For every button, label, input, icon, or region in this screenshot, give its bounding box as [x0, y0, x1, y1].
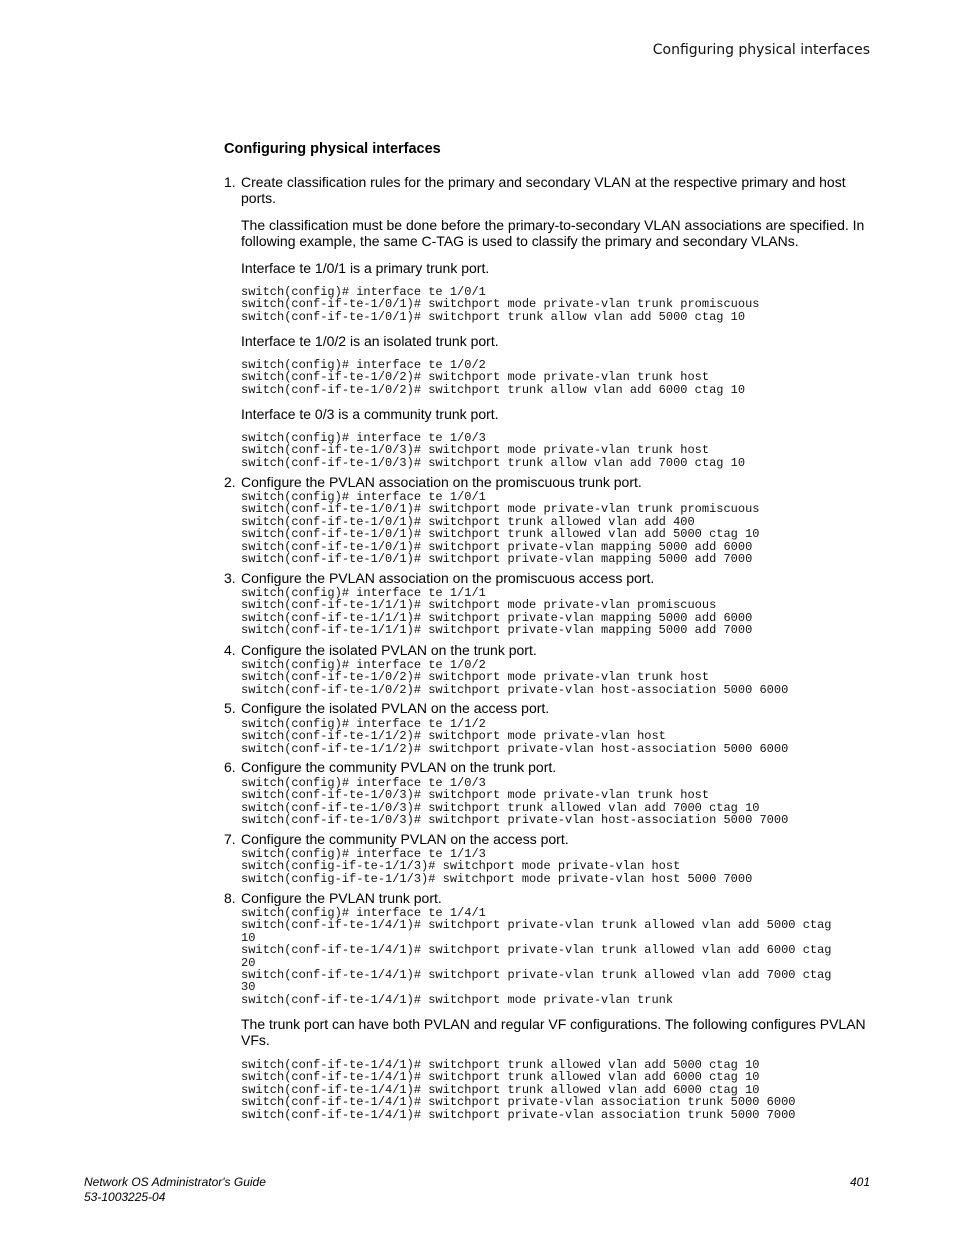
code-line: switch(conf-if-te-1/0/1)# switchport trunk allow vlan add 5000 ctag 10	[241, 309, 746, 324]
code-line: 20	[241, 955, 256, 970]
code-line: switch(conf-if-te-1/4/1)# switchport private-vlan trunk allowed vlan add 5000 ctag	[241, 918, 832, 933]
code-line: switch(conf-if-te-1/0/2)# switchport trunk allow vlan add 6000 ctag 10	[241, 382, 746, 397]
code-line: switch(config-if-te-1/1/3)# switchport mode private-vlan host	[241, 859, 681, 874]
code-line: switch(conf-if-te-1/0/3)# switchport trunk allowed vlan add 7000 ctag 10	[241, 800, 760, 815]
footer-doc-number: 53-1003225-04	[84, 1190, 166, 1204]
code-line: switch(conf-if-te-1/0/1)# switchport private-vlan mapping 5000 add 6000	[241, 539, 753, 554]
step-4-number: 4.	[224, 642, 236, 658]
code-line: switch(config)# interface te 1/0/2	[241, 658, 486, 672]
code-line: switch(config)# interface te 1/1/2	[241, 717, 486, 731]
running-header: Configuring physical interfaces	[652, 42, 870, 58]
section-heading: Configuring physical interfaces	[224, 141, 441, 157]
code-line: switch(conf-if-te-1/0/3)# switchport mode private-vlan trunk host	[241, 443, 710, 458]
code-line: switch(conf-if-te-1/0/1)# switchport mode private-vlan trunk promiscuous	[241, 297, 760, 312]
step-3-number: 3.	[224, 570, 236, 586]
step-6-number: 6.	[224, 759, 236, 775]
step-2-text: Configure the PVLAN association on the promiscuous trunk port.	[241, 474, 642, 490]
code-block-step-2	[241, 491, 759, 565]
code-line: switch(config)# interface te 1/0/1	[241, 490, 486, 504]
code-line: switch(conf-if-te-1/1/2)# switchport private-vlan host-association 5000 6000	[241, 741, 789, 756]
code-line: switch(conf-if-te-1/4/1)# switchport trunk allowed vlan add 6000 ctag 10	[241, 1082, 760, 1097]
step-2-number: 2.	[224, 474, 236, 490]
code-line: switch(conf-if-te-1/0/2)# switchport private-vlan host-association 5000 6000	[241, 682, 789, 697]
code-block-primary	[241, 286, 759, 323]
code-line: switch(conf-if-te-1/4/1)# switchport mode private-vlan trunk	[241, 992, 674, 1007]
isolated-port-label: Interface te 1/0/2 is an isolated trunk port.	[241, 333, 499, 349]
step-4-text: Configure the isolated PVLAN on the trunk port.	[241, 642, 537, 658]
code-line: switch(conf-if-te-1/4/1)# switchport private-vlan association trunk 5000 6000	[241, 1095, 796, 1110]
footer-page-number: 401	[849, 1175, 870, 1189]
code-line: switch(config)# interface te 1/0/2	[241, 358, 486, 372]
code-line: 30	[241, 980, 256, 995]
code-line: switch(conf-if-te-1/0/1)# switchport mode private-vlan trunk promiscuous	[241, 502, 760, 517]
code-line: switch(config)# interface te 1/1/3	[241, 847, 486, 861]
code-line: switch(conf-if-te-1/0/1)# switchport private-vlan mapping 5000 add 7000	[241, 551, 753, 566]
step-1-line-2: ports.	[241, 190, 277, 206]
code-block-step-4	[241, 659, 788, 696]
code-line: switch(conf-if-te-1/1/1)# switchport private-vlan mapping 5000 add 7000	[241, 623, 753, 638]
trunk-note-line-1: The trunk port can have both PVLAN and regular VF configurations. The following configures PVLAN	[241, 1016, 866, 1032]
classification-note	[241, 217, 873, 249]
code-line: switch(conf-if-te-1/0/3)# switchport mode private-vlan trunk host	[241, 788, 710, 803]
step-8-number: 8.	[224, 890, 236, 906]
footer-guide-title: Network OS Administrator's Guide	[84, 1175, 266, 1189]
step-1-line-1: Create classification rules for the primary and secondary VLAN at the respective primary and host	[241, 174, 846, 190]
code-line: switch(conf-if-te-1/0/2)# switchport mode private-vlan trunk host	[241, 370, 710, 385]
community-port-label: Interface te 0/3 is a community trunk port.	[241, 406, 499, 422]
code-line: switch(config)# interface te 1/0/3	[241, 776, 486, 790]
code-line: switch(conf-if-te-1/0/1)# switchport trunk allowed vlan add 5000 ctag 10	[241, 527, 760, 542]
code-line: switch(conf-if-te-1/1/2)# switchport mode private-vlan host	[241, 729, 666, 744]
code-line: switch(config)# interface te 1/0/3	[241, 431, 486, 445]
trunk-note-line-2: VFs.	[241, 1032, 270, 1048]
step-5-text: Configure the isolated PVLAN on the access port.	[241, 700, 550, 716]
code-block-step-8	[241, 907, 832, 1006]
code-line: switch(config)# interface te 1/4/1	[241, 906, 486, 920]
code-block-step-5	[241, 718, 788, 755]
step-1-number: 1.	[224, 174, 236, 190]
code-line: switch(config-if-te-1/1/3)# switchport mode private-vlan host 5000 7000	[241, 871, 753, 886]
code-line: switch(conf-if-te-1/1/1)# switchport mode private-vlan promiscuous	[241, 598, 717, 613]
step-3-text: Configure the PVLAN association on the promiscuous access port.	[241, 570, 655, 586]
step-7-number: 7.	[224, 831, 236, 847]
code-line: switch(conf-if-te-1/4/1)# switchport trunk allowed vlan add 5000 ctag 10	[241, 1058, 760, 1072]
code-line: switch(conf-if-te-1/0/1)# switchport trunk allowed vlan add 400	[241, 514, 695, 529]
code-line: switch(conf-if-te-1/4/1)# switchport private-vlan trunk allowed vlan add 6000 ctag	[241, 943, 832, 958]
step-7-text: Configure the community PVLAN on the access port.	[241, 831, 569, 847]
step-1-text	[241, 174, 873, 206]
code-line: switch(conf-if-te-1/4/1)# switchport private-vlan trunk allowed vlan add 7000 ctag	[241, 967, 832, 982]
code-block-step-7	[241, 848, 752, 885]
trunk-note	[241, 1016, 873, 1048]
code-line: switch(config)# interface te 1/0/1	[241, 285, 486, 299]
code-line: switch(conf-if-te-1/0/3)# switchport private-vlan host-association 5000 7000	[241, 813, 789, 828]
code-block-trunk-vf	[241, 1059, 796, 1121]
code-line: switch(conf-if-te-1/0/2)# switchport mode private-vlan trunk host	[241, 670, 710, 685]
code-block-step-3	[241, 587, 752, 637]
code-line: switch(conf-if-te-1/4/1)# switchport trunk allowed vlan add 6000 ctag 10	[241, 1070, 760, 1085]
step-8-text: Configure the PVLAN trunk port.	[241, 890, 442, 906]
code-block-community	[241, 432, 745, 469]
code-line: switch(conf-if-te-1/0/3)# switchport trunk allow vlan add 7000 ctag 10	[241, 455, 746, 470]
primary-port-label: Interface te 1/0/1 is a primary trunk port.	[241, 260, 490, 276]
classification-note-line-1: The classification must be done before the primary-to-secondary VLAN associations are specified. In	[241, 217, 865, 233]
code-block-isolated	[241, 359, 745, 396]
step-6-text: Configure the community PVLAN on the trunk port.	[241, 759, 557, 775]
classification-note-line-2: following example, the same C-TAG is used to classify the primary and secondary VLANs.	[241, 233, 799, 249]
code-block-step-6	[241, 777, 788, 827]
code-line: switch(config)# interface te 1/1/1	[241, 586, 486, 600]
code-line: switch(conf-if-te-1/1/1)# switchport private-vlan mapping 5000 add 6000	[241, 610, 753, 625]
code-line: 10	[241, 930, 256, 945]
step-5-number: 5.	[224, 700, 236, 716]
code-line: switch(conf-if-te-1/4/1)# switchport private-vlan association trunk 5000 7000	[241, 1107, 796, 1122]
